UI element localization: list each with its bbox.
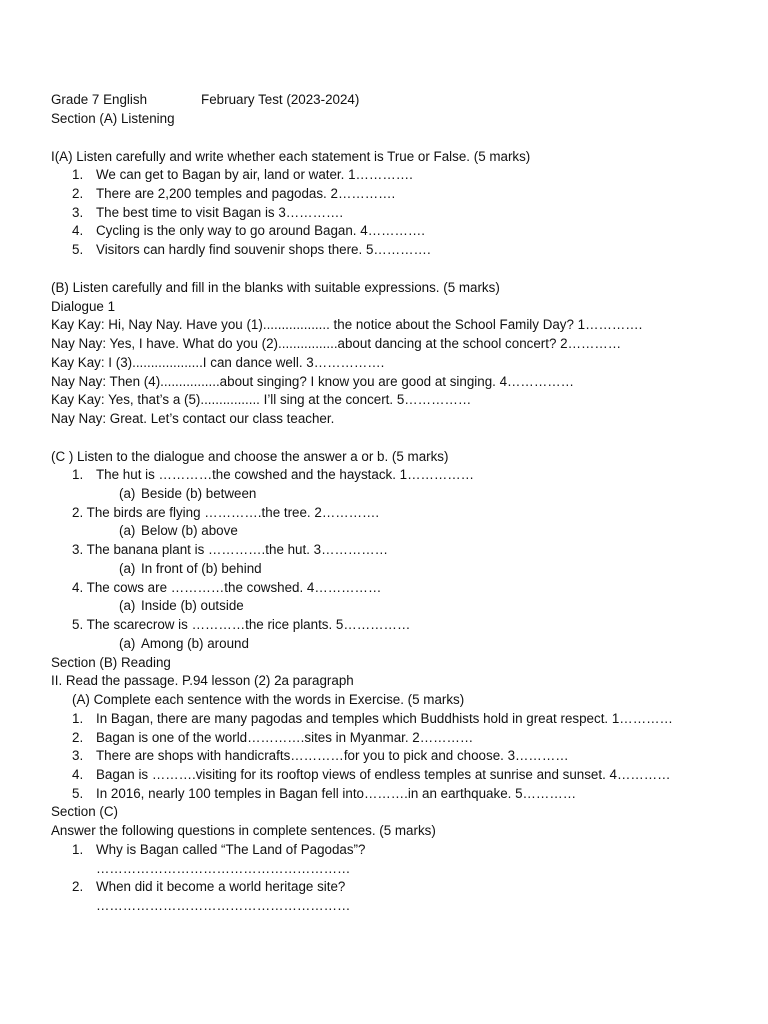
item-number: 1. [72, 167, 84, 182]
answer-options [119, 635, 249, 654]
answer-options [119, 560, 262, 579]
section-c-title: Section (C) [51, 804, 118, 819]
part-ii-instruction: II. Read the passage. P.94 lesson (2) 2a paragraph [51, 673, 354, 688]
question-text: Why is Bagan called “The Land of Pagodas”? [96, 842, 366, 857]
list-item [72, 710, 673, 729]
part-ia-instruction: I(A) Listen carefully and write whether each statement is True or False. (5 marks) [51, 149, 531, 164]
item-text: There are shops with handicrafts…………for you to pick and choose. 3………… [96, 748, 569, 763]
dialogue-line: Kay Kay: Yes, that’s a (5)................ I’ll sing at the concert. 5…………… [51, 392, 472, 407]
option-label: (a) [119, 486, 136, 501]
item-text: Bagan is ……….visiting for its rooftop views of endless temples at sunrise and sunset. 4………… [96, 767, 671, 782]
item-text: The best time to visit Bagan is 3…………. [96, 205, 344, 220]
part-b-instruction: (B) Listen carefully and fill in the blanks with suitable expressions. (5 marks) [51, 280, 500, 295]
answer-line: ………………………………………………… [96, 861, 351, 876]
options-text: Among (b) around [141, 636, 249, 651]
list-item [72, 166, 413, 185]
options-text: Beside (b) between [141, 486, 257, 501]
item-text: In 2016, nearly 100 temples in Bagan fell into……….in an earthquake. 5………… [96, 786, 577, 801]
question-item: 5. The scarecrow is …………the rice plants. 5…………… [72, 617, 411, 632]
options-text: Inside (b) outside [141, 598, 244, 613]
test-title: February Test (2023-2024) [201, 92, 360, 107]
list-item [72, 785, 576, 804]
question-item [72, 466, 474, 485]
item-number: 3. [72, 205, 84, 220]
item-text: We can get to Bagan by air, land or water. 1…………. [96, 167, 413, 182]
item-number: 4. [72, 767, 84, 782]
part-c-instruction: (C ) Listen to the dialogue and choose the answer a or b. (5 marks) [51, 449, 449, 464]
question-item: 3. The banana plant is ………….the hut. 3…………… [72, 542, 389, 557]
item-number: 1. [72, 711, 84, 726]
item-number: 5. [72, 242, 84, 257]
option-label: (a) [119, 561, 136, 576]
question-item: 4. The cows are …………the cowshed. 4…………… [72, 580, 382, 595]
item-number: 4. [72, 223, 84, 238]
item-text: Cycling is the only way to go around Bagan. 4…………. [96, 223, 425, 238]
list-item [72, 185, 395, 204]
dialogue-line: Nay Nay: Then (4)................about singing? I know you are good at singing. 4…………… [51, 374, 574, 389]
item-number: 1. [72, 842, 84, 857]
dialogue-line: Kay Kay: Hi, Nay Nay. Have you (1).................. the notice about the School Family Day? 1…………. [51, 317, 643, 332]
list-item [72, 747, 569, 766]
list-item [72, 241, 431, 260]
item-number: 1. [72, 467, 84, 482]
part-a-instruction: (A) Complete each sentence with the words in Exercise. (5 marks) [72, 692, 465, 707]
answer-options [119, 597, 244, 616]
list-item [72, 766, 671, 785]
item-text: There are 2,200 temples and pagodas. 2…………. [96, 186, 396, 201]
dialogue-line: Nay Nay: Yes, I have. What do you (2)................about dancing at the school concert? 2………… [51, 336, 622, 351]
list-item [72, 729, 473, 748]
question-text: The hut is …………the cowshed and the haystack. 1…………… [96, 467, 475, 482]
item-text: Bagan is one of the world………….sites in Myanmar. 2………… [96, 730, 474, 745]
dialogue-line: Nay Nay: Great. Let’s contact our class teacher. [51, 411, 335, 426]
item-number: 2. [72, 730, 84, 745]
option-label: (a) [119, 598, 136, 613]
course-title: Grade 7 English [51, 92, 148, 107]
section-a-title: Section (A) Listening [51, 111, 175, 126]
item-number: 3. [72, 748, 84, 763]
question-item [72, 841, 365, 860]
question-item [72, 878, 345, 897]
list-item [72, 222, 425, 241]
options-text: Below (b) above [141, 523, 238, 538]
answer-options [119, 522, 238, 541]
option-label: (a) [119, 636, 136, 651]
item-number: 2. [72, 186, 84, 201]
section-b-title: Section (B) Reading [51, 655, 171, 670]
answer-line: ………………………………………………… [96, 898, 351, 913]
answer-options [119, 485, 256, 504]
item-number: 5. [72, 786, 84, 801]
item-number: 2. [72, 879, 84, 894]
question-text: When did it become a world heritage site? [96, 879, 346, 894]
option-label: (a) [119, 523, 136, 538]
question-item: 2. The birds are flying ………….the tree. 2…………. [72, 505, 380, 520]
options-text: In front of (b) behind [141, 561, 262, 576]
dialogue-title: Dialogue 1 [51, 299, 116, 314]
dialogue-line: Kay Kay: I (3)...................I can dance well. 3……………. [51, 355, 385, 370]
paper-header [51, 91, 359, 110]
item-text: In Bagan, there are many pagodas and temples which Buddhists hold in great respect. 1………… [96, 711, 673, 726]
list-item [72, 204, 343, 223]
item-text: Visitors can hardly find souvenir shops there. 5…………. [96, 242, 431, 257]
section-c-instruction: Answer the following questions in complete sentences. (5 marks) [51, 823, 436, 838]
